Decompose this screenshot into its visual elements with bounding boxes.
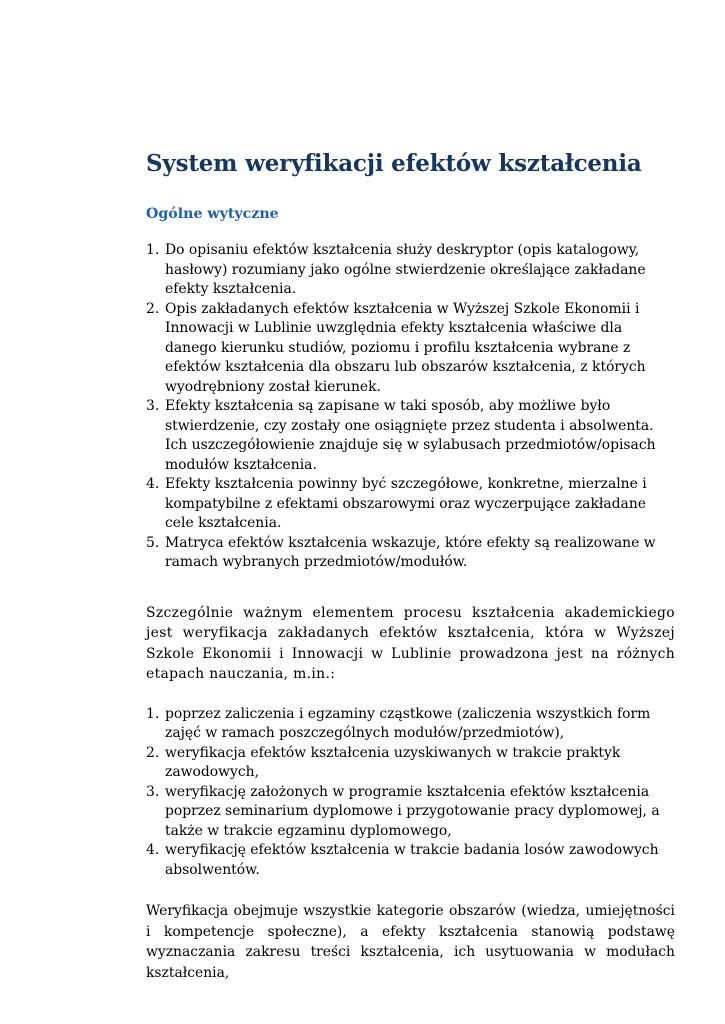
document-page [146,148,675,983]
document-title: System weryfikacji efektów kształcenia [146,150,642,177]
list-item-text: poprzez zaliczenia i egzaminy cząstkowe (zaliczenia wszystkich form zajęć w ramach poszczególnych modułów/przedmiotów), [165,705,651,741]
closing-paragraph: Weryfikacja obejmuje wszystkie kategorie obszarów (wiedza, umiejętności i kompetencje społeczne), a efekty kształcenia stanowią podstawę wyznaczania zakresu treści kształcenia, ich usytuowania w modułach kształcenia, [146,903,675,981]
list-item [146,300,675,398]
list-number: 3. [146,398,160,414]
list-item [146,744,675,783]
list-number: 3. [146,783,160,800]
list-number: 4. [146,842,160,858]
list-item [146,534,675,573]
list-item-text: Matryca efektów kształcenia wskazuje, które efekty są realizowane w ramach wybranych przedmiotów/modułów. [165,534,656,570]
list-item [146,397,675,475]
list-item-text: Do opisaniu efektów kształcenia służy deskryptor (opis katalogowy, hasłowy) rozumiany jako ogólne stwierdzenie określające zakładane efekty kształcenia. [165,242,646,297]
list-item [146,783,675,842]
list-number: 2. [146,300,160,317]
list-item-text: weryfikację założonych w programie kształcenia efektów kształcenia poprzez seminarium dyplomowe i przygotowanie pracy dyplomowej, a także w trakcie egzaminu dyplomowego, [165,783,660,839]
list-number: 4. [146,476,160,492]
verification-methods-list [146,705,675,881]
list-item-text: Efekty kształcenia są zapisane w taki sposób, aby możliwe było stwierdzenie, czy zostały one osiągnięte przez studenta i absolwenta. Ich uszczegółowienie znajduje się w sylabusach przedmiotów/opisach modułów kształcenia. [165,398,656,473]
list-item-text: weryfikację efektów kształcenia w trakcie badania losów zawodowych absolwentów. [165,842,659,878]
list-item [146,705,675,744]
list-item-text: Efekty kształcenia powinny być szczegółowe, konkretne, mierzalne i kompatybilne z efektami obszarowymi oraz wyczerpujące zakładane cele kształcenia. [165,476,647,531]
list-number: 1. [146,705,160,722]
intro-paragraph: Szczególnie ważnym elementem procesu kształcenia akademickiego jest weryfikacja zakładanych efektów kształcenia, która w Wyższej Szkole Ekonomii i Innowacji w Lublinie prowadzona jest na różnych etapach nauczania, m.in.: [146,604,675,682]
list-item [146,475,675,534]
list-item-text: weryfikacja efektów kształcenia uzyskiwanych w trakcie praktyk zawodowych, [165,744,621,780]
list-item [146,841,675,880]
list-item [146,241,675,300]
list-item-text: Opis zakładanych efektów kształcenia w Wyższej Szkole Ekonomii i Innowacji w Lublinie uwzględnia efekty kształcenia właściwe dla danego kierunku studiów, poziomu i profilu kształcenia wybrane z efektów kształcenia dla obszaru lub obszarów kształcenia, z których wyodrębniony został kierunek. [165,300,646,395]
guidelines-list [146,241,675,573]
list-number: 1. [146,242,160,258]
section-heading: Ogólne wytyczne [146,206,279,222]
list-number: 2. [146,744,160,761]
list-number: 5. [146,534,160,551]
